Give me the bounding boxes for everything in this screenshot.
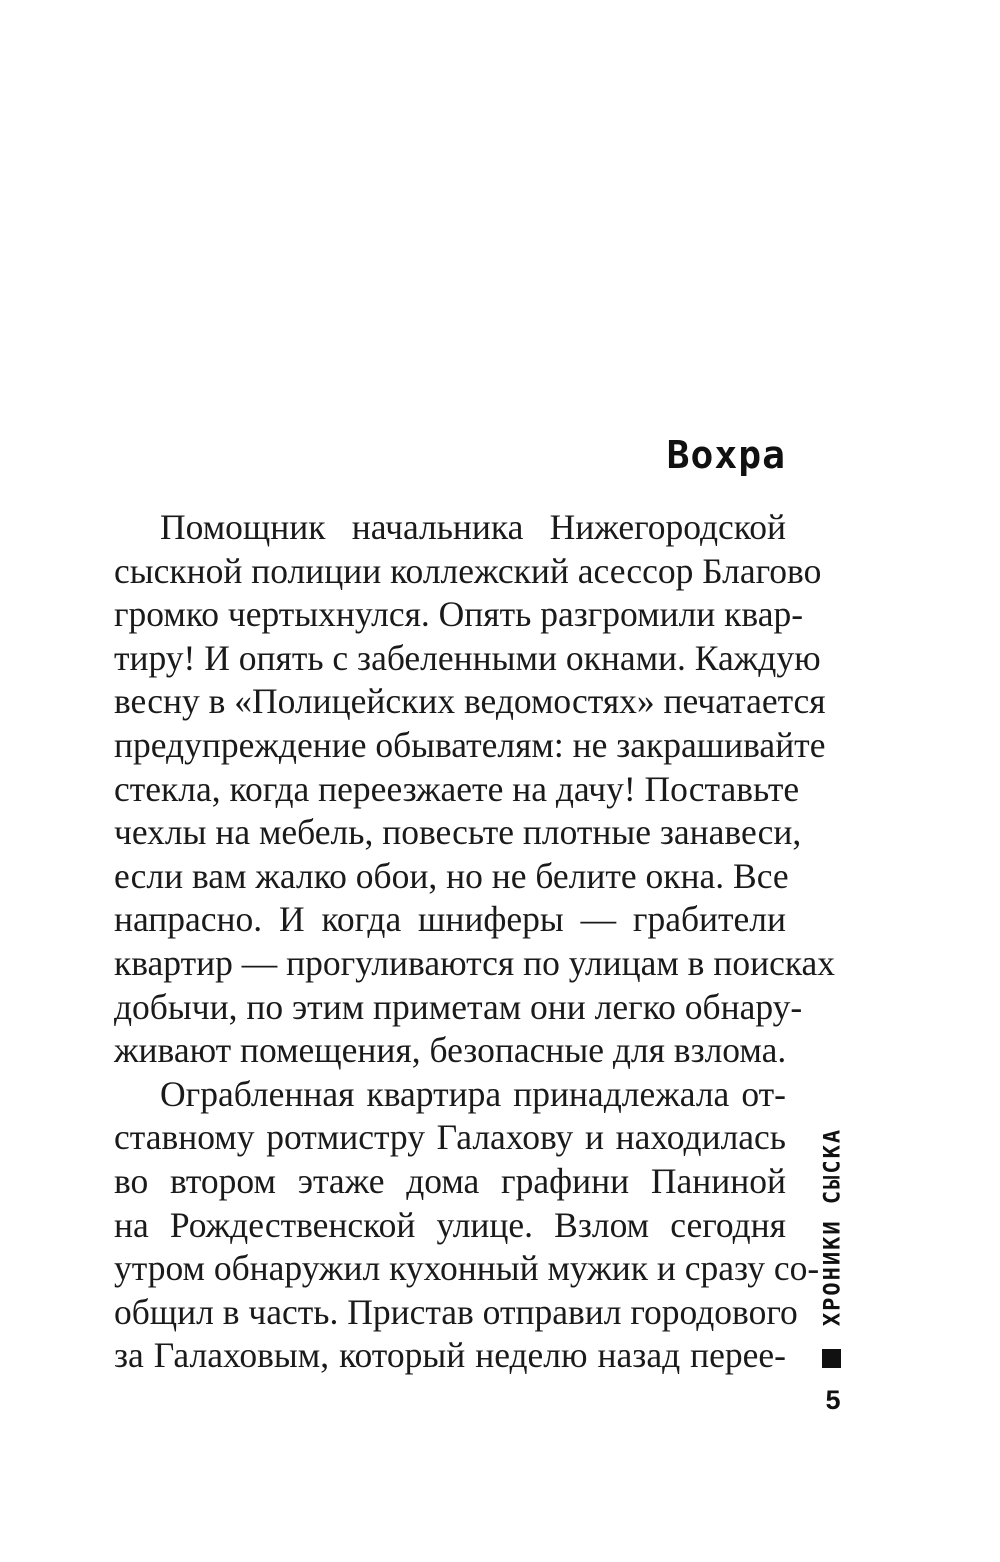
text-line: напрасно. И когда шниферы — грабители xyxy=(114,899,786,940)
text-line: ставному ротмистру Галахову и находилась xyxy=(114,1117,786,1158)
text-line: стекла, когда переезжаете на дачу! Поставьте xyxy=(114,768,800,809)
page-number: 5 xyxy=(825,1385,841,1415)
chapter-title: Вохра xyxy=(666,433,786,477)
text-line: во втором этаже дома графини Паниной xyxy=(114,1160,786,1201)
text-line: если вам жалко обои, но не белите окна. Все xyxy=(114,855,789,896)
text-line: тиру! И опять с забеленными окнами. Каждую xyxy=(114,637,821,678)
text-line: громко чертыхнулся. Опять разгромили квар- xyxy=(114,594,804,635)
text-line: весну в «Полицейских ведомостях» печатается xyxy=(114,681,826,722)
black-square-icon xyxy=(822,1349,841,1368)
text-line: квартир — прогуливаются по улицам в поисках xyxy=(114,942,836,983)
text-line: чехлы на мебель, повесьте плотные занавеси, xyxy=(114,812,802,853)
text-line: сыскной полиции коллежский асессор Благово xyxy=(114,550,822,591)
text-line: добычи, по этим приметам они легко обнару- xyxy=(114,986,803,1027)
text-line: на Рождественской улице. Взлом сегодня xyxy=(114,1204,786,1245)
text-line: живают помещения, безопасные для взлома. xyxy=(114,1030,787,1071)
series-title xyxy=(810,1118,856,1336)
text-line: Помощник начальника Нижегородской xyxy=(160,507,786,547)
text-line: общил в часть. Пристав отправил городового xyxy=(114,1291,798,1332)
text-line: Ограбленная квартира принадлежала от- xyxy=(160,1073,786,1114)
series-title-text: ХРОНИКИ СЫСКА xyxy=(820,1127,846,1327)
text-line: предупреждение обывателям: не закрашивайте xyxy=(114,724,826,765)
text-line: утром обнаружил кухонный мужик и сразу со- xyxy=(114,1248,820,1289)
text-line: за Галаховым, который неделю назад перее- xyxy=(114,1335,786,1376)
